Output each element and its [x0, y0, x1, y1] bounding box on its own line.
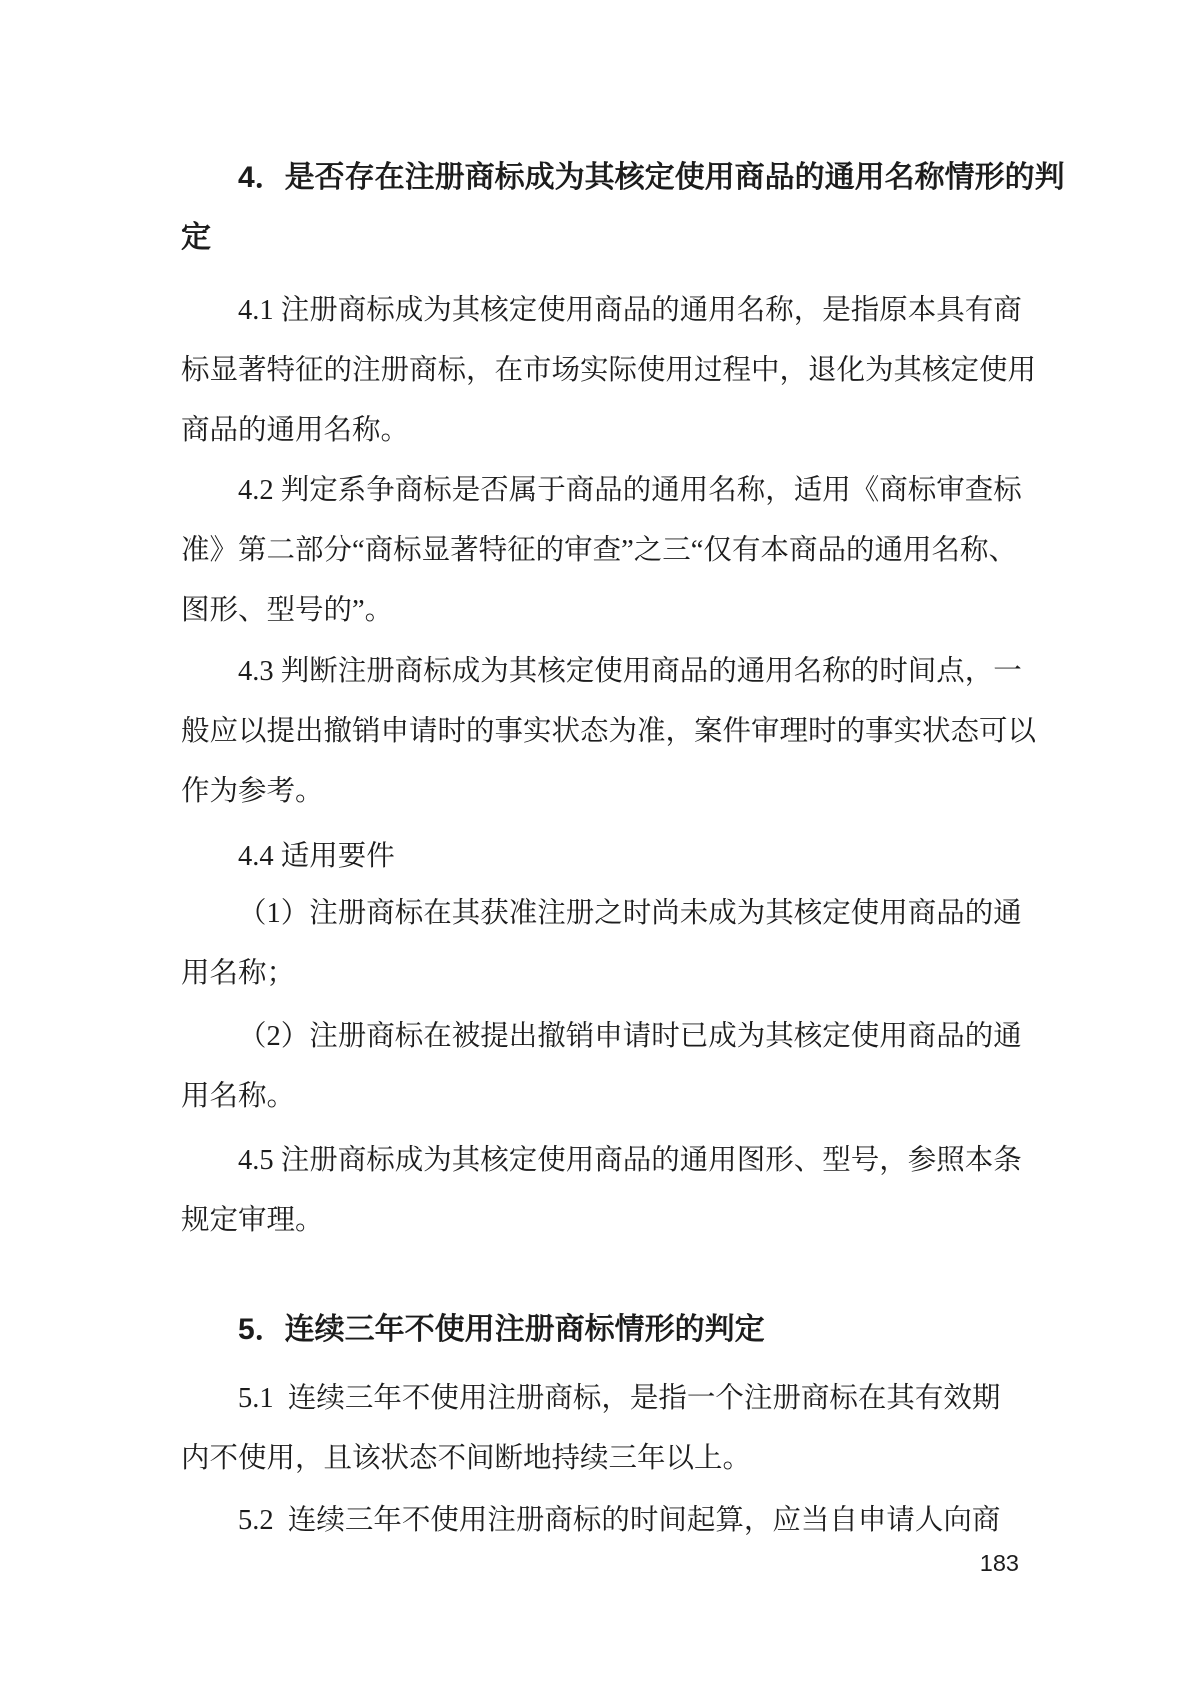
- text-line: 5.2 连续三年不使用注册商标的时间起算，应当自申请人向商: [238, 1505, 1001, 1536]
- paragraph-4-4: [181, 827, 1022, 887]
- page-number: 183: [979, 1550, 1019, 1576]
- text-line: 用名称；: [181, 958, 296, 989]
- section-heading-4: [181, 148, 1065, 268]
- text-line: 图形、型号的”。: [181, 595, 394, 626]
- text-line: 5．连续三年不使用注册商标情形的判定: [238, 1313, 765, 1346]
- text-line: 4．是否存在注册商标成为其核定使用商品的通用名称情形的判: [238, 161, 1065, 194]
- text-line: 用名称。: [181, 1081, 296, 1112]
- section-heading-5: [181, 1300, 1022, 1360]
- text-line: （1）注册商标在其获准注册之时尚未成为其核定使用商品的通: [238, 898, 1022, 929]
- text-line: 标显著特征的注册商标，在市场实际使用过程中，退化为其核定使用: [181, 355, 1037, 386]
- paragraph-4-5: [181, 1131, 1022, 1251]
- text-line: 准》第二部分“商标显著特征的审查”之三“仅有本商品的通用名称、: [181, 535, 1017, 566]
- text-line: 4.4 适用要件: [238, 841, 395, 872]
- text-line: 规定审理。: [181, 1205, 324, 1236]
- text-line: 商品的通用名称。: [181, 415, 410, 446]
- list-item-2: [181, 1007, 1022, 1127]
- text-line: 内不使用，且该状态不间断地持续三年以上。: [181, 1443, 752, 1474]
- paragraph-4-3: [181, 642, 1037, 822]
- text-line: 5.1 连续三年不使用注册商标，是指一个注册商标在其有效期: [238, 1383, 1001, 1414]
- text-line: 4.1 注册商标成为其核定使用商品的通用名称，是指原本具有商: [238, 295, 1022, 326]
- list-item-1: [181, 884, 1022, 1004]
- paragraph-4-2: [181, 461, 1022, 641]
- text-line: 4.2 判定系争商标是否属于商品的通用名称，适用《商标审查标: [238, 475, 1022, 506]
- paragraph-5-1: [181, 1369, 1022, 1489]
- text-line: 作为参考。: [181, 776, 324, 807]
- text-line: 般应以提出撤销申请时的事实状态为准，案件审理时的事实状态可以: [181, 716, 1037, 747]
- text-line: （2）注册商标在被提出撤销申请时已成为其核定使用商品的通: [238, 1021, 1022, 1052]
- paragraph-5-2: [181, 1491, 1022, 1551]
- paragraph-4-1: [181, 281, 1037, 461]
- document-content: [181, 0, 1065, 1696]
- text-line: 4.3 判断注册商标成为其核定使用商品的通用名称的时间点，一: [238, 656, 1022, 687]
- text-line: 4.5 注册商标成为其核定使用商品的通用图形、型号，参照本条: [238, 1145, 1022, 1176]
- text-line: 定: [181, 221, 211, 254]
